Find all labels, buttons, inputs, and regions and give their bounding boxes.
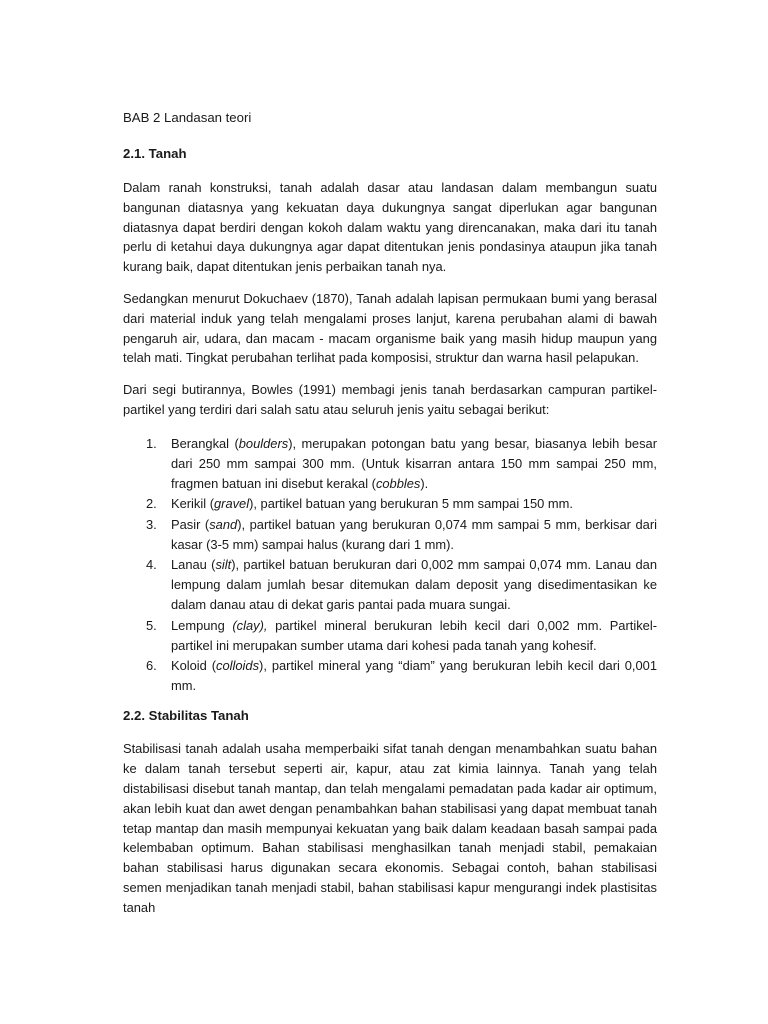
chapter-title: BAB 2 Landasan teori [123,110,252,125]
list-number: 3. [146,516,157,532]
list-number: 1. [146,435,157,451]
list-number: 6. [146,658,157,673]
soil-type-term: gravel [213,496,250,512]
soil-type-name: Lanau [171,556,207,572]
list-number: 5. [146,617,157,633]
paragraph-bowles-intro: Dari segi butirannya, Bowles (1991) membagi jenis tanah berdasarkan campuran partikel-partikel yang terdiri dari salah satu atau seluruh jenis yaitu sebagai berikut: [123,382,657,417]
soil-type-term-alt: cobbles [375,476,421,492]
paragraph-tanah-definition: Dalam ranah konstruksi, tanah adalah dasar atau landasan dalam membangun suatu bangunan diatasnya yang kekuatan daya dukungnya sangat diperlukan agar bangunan diatasnya dapat berdiri dengan kokoh dalam waktu yang direncanakan, maka dari itu tanah perlu di ketahui daya dukungnya agar dapat ditentukan jenis pondasinya ataupun jika tanah kurang baik, dapat ditentukan jenis perbaikan tanah nya. [123,180,657,275]
section-heading-stabilitas: 2.2. Stabilitas Tanah [123,708,249,724]
soil-type-name: Lempung [171,617,225,633]
soil-type-name: Berangkal [171,435,230,451]
paragraph-stabilisasi: Stabilisasi tanah adalah usaha memperbaiki sifat tanah dengan menambahkan suatu bahan ke dalam tanah tersebut seperti air, kapur, atau zat kimia lainnya. Tanah yang telah distabilisasi disebut tanah mantap, dan telah mengalami pemadatan pada kadar air optimum, akan lebih kuat dan awet dengan penambahkan bahan stabilisasi yang dapat membuat tanah tetap mantap dan masih mempunyai kekuatan yang baik dalam keadaan basah sampai pada kelembaban optimum. Bahan stabilisasi menghasilkan tanah menjadi stabil, pemakaian bahan stabilisasi harus digunakan secara ekonomis. Sebagai contoh, bahan stabilisasi semen menjadikan tanah menjadi stabil, bahan stabilisasi kapur mengurangi indek plastisitas tanah [123,741,657,915]
section-heading-tanah: 2.1. Tanah [123,146,187,161]
list-item-koloid: 6. Koloid (colloids), partikel mineral yang “diam” yang berukuran lebih kecil dari 0,001 mm. [146,658,658,694]
list-item-pasir: 3. Pasir (sand), partikel batuan yang berukuran 0,074 mm sampai 5 mm, berkisar dari kasar (3-5 mm) sampai halus (kurang dari 1 mm). [146,516,658,552]
soil-types-list [123,434,657,697]
soil-type-term: silt [215,556,232,572]
list-item-lempung [123,616,657,656]
list-item-kerikil: 2. Kerikil (gravel), partikel batuan yang berukuran 5 mm sampai 150 mm. [123,494,657,514]
soil-type-description: ), partikel batuan yang berukuran 0,074 mm sampai 5 mm, berkisar dari kasar (3-5 mm) sampai halus (kurang dari 1 mm). [171,516,658,552]
soil-type-name: Kerikil [171,496,207,512]
soil-type-description: ), partikel mineral yang “diam” yang berukuran lebih kecil dari 0,001 mm. [171,658,658,694]
soil-type-description: ), partikel batuan yang berukuran 5 mm sampai 150 mm. [249,496,573,512]
list-item-lanau: 4. Lanau (silt), partikel batuan berukuran dari 0,002 mm sampai 0,074 mm. Lanau dan lempung dalam jumlah besar ditemukan dalam deposit yang disedimentasikan ke dalam danau atau di dekat garis pantai pada muara sungai. [146,556,658,613]
soil-type-description: ), partikel batuan berukuran dari 0,002 mm sampai 0,074 mm. Lanau dan lempung dalam jumlah besar ditemukan dalam deposit yang disedimentasikan ke dalam danau atau di dekat garis pantai pada muara sungai. [171,556,658,613]
soil-type-description: partikel mineral berukuran lebih kecil dari 0,002 mm. Partikel-partikel ini merupakan sumber utama dari kohesi pada tanah yang kohesif. [171,617,657,653]
paragraph-dokuchaev: Sedangkan menurut Dokuchaev (1870), Tanah adalah lapisan permukaan bumi yang berasal dari material induk yang telah mengalami proses lanjut, karena perubahan alami di bawah pengaruh air, udara, dan macam - macam organisme baik yang masih hidup maupun yang telah mati. Tingkat perubahan terlihat pada komposisi, struktur dan warna hasil pelapukan. [123,290,657,366]
soil-type-term: sand [209,516,238,532]
soil-type-term: colloids [216,658,260,673]
list-number: 2. [146,496,157,512]
soil-type-name: Pasir [171,516,201,532]
list-number: 4. [146,556,157,572]
soil-type-description: ), merupakan potongan batu yang besar, biasanya lebih besar dari 250 mm sampai 300 mm. (Untuk kisarran antara 150 mm sampai 250 mm, fragmen batuan ini disebut kerakal ( [171,435,657,492]
soil-type-term: boulders [238,435,289,451]
soil-type-description-end: ). [420,476,429,492]
soil-type-term: (clay), [232,617,268,633]
soil-type-name: Koloid [171,658,207,673]
list-item-berangkal: 1. Berangkal (boulders), merupakan potongan batu yang besar, biasanya lebih besar dari 250 mm sampai 300 mm. (Untuk kisarran antara 150 mm sampai 250 mm, fragmen batuan ini disebut kerakal (cobbles). [146,435,657,492]
